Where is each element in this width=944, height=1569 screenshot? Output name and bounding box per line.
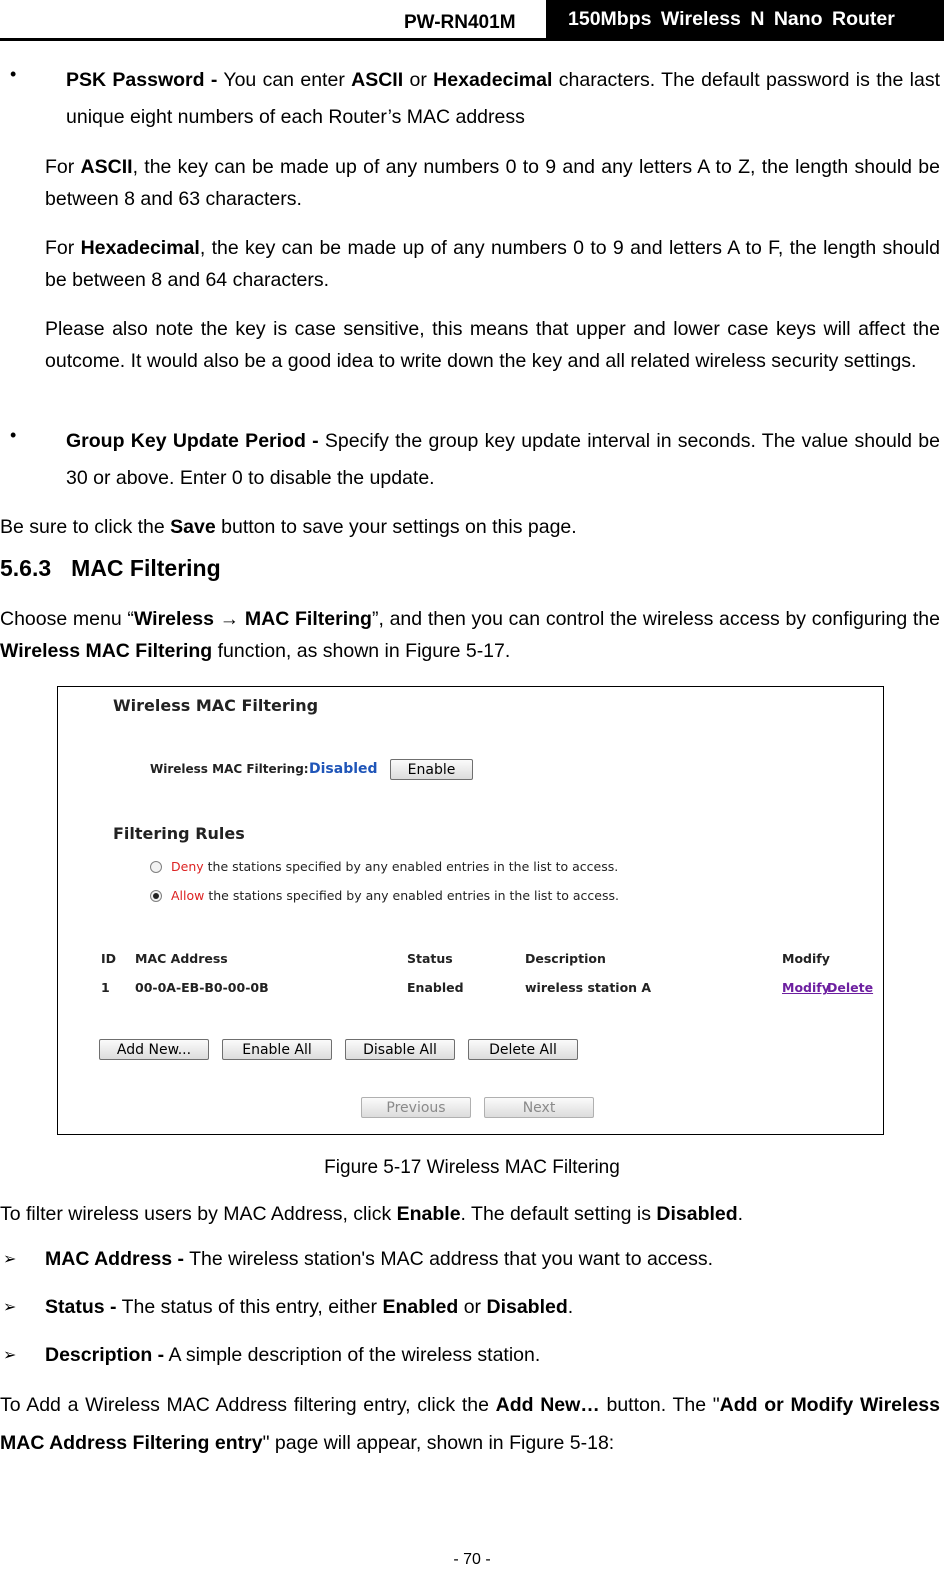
header-rule (0, 38, 944, 41)
row-description: wireless station A (525, 980, 652, 995)
gkup-paragraph: Group Key Update Period - Specify the group key update interval in seconds. The value should be 30 or above. Enter 0 to disable the update. (66, 430, 940, 489)
column-header-id: ID (101, 951, 117, 966)
column-header-description: Description (525, 951, 606, 966)
case-paragraph: Please also note the key is case sensitive, this means that upper and lower case keys will affect the outcome. It would also be a good idea to write down the key and all related wireless security settings. (45, 318, 940, 372)
add-new-button[interactable]: Add New... (99, 1039, 209, 1060)
filtering-rules-title: Filtering Rules (113, 824, 245, 843)
arrow-bullet-icon: ➢ (3, 1251, 17, 1268)
intro-paragraph: Choose menu “Wireless → MAC Filtering”, and then you can control the wireless access by configuring the Wireless MAC Filtering function, as shown in Figure 5-17. (0, 608, 940, 662)
delete-all-button[interactable]: Delete All (468, 1039, 578, 1060)
psk-paragraph: PSK Password - You can enter ASCII or Hexadecimal characters. The default password is the last unique eight numbers of each Router’s MAC address (66, 69, 940, 128)
allow-radio[interactable] (150, 890, 162, 902)
item-description: Description - A simple description of the wireless station. (45, 1344, 541, 1366)
page-header (0, 0, 944, 42)
arrow-bullet-icon: ➢ (3, 1347, 17, 1364)
allow-rule-text: Allow the stations specified by any enabled entries in the list to access. (171, 888, 619, 903)
add-paragraph: To Add a Wireless MAC Address filtering entry, click the Add New… button. The "Add or Modify Wireless MAC Address Filtering entry" page will appear, shown in Figure 5-18: (0, 1394, 940, 1454)
psk-label: PSK Password - (66, 69, 218, 91)
modify-link[interactable]: Modify (782, 980, 830, 995)
row-id: 1 (101, 980, 110, 995)
radio-selected-dot (153, 893, 159, 899)
deny-rule-text: Deny the stations specified by any enabled entries in the list to access. (171, 859, 619, 874)
next-button[interactable]: Next (484, 1097, 594, 1118)
row-status: Enabled (407, 980, 464, 995)
bullet-icon: • (10, 64, 17, 84)
figure-caption: Figure 5-17 Wireless MAC Filtering (324, 1157, 620, 1178)
deny-radio[interactable] (150, 861, 162, 873)
save-paragraph: Be sure to click the Save button to save your settings on this page. (0, 516, 577, 538)
header-title: 150Mbps Wireless N Nano Router (546, 0, 944, 38)
column-header-modify: Modify (782, 951, 830, 966)
column-header-status: Status (407, 951, 453, 966)
column-header-mac: MAC Address (135, 951, 228, 966)
mac-filter-label: Wireless MAC Filtering: (150, 762, 309, 776)
enable-button[interactable]: Enable (390, 759, 473, 780)
mac-filtering-figure (57, 686, 884, 1135)
page-number: - 70 - (453, 1551, 491, 1568)
filter-paragraph: To filter wireless users by MAC Address, click Enable. The default setting is Disabled. (0, 1203, 744, 1225)
arrow-bullet-icon: ➢ (3, 1299, 17, 1316)
enable-all-button[interactable]: Enable All (222, 1039, 332, 1060)
item-status: Status - The status of this entry, either Enabled or Disabled. (45, 1296, 574, 1318)
model-name: PW-RN401M (404, 12, 516, 33)
ascii-paragraph: For ASCII, the key can be made up of any numbers 0 to 9 and any letters A to Z, the length should be between 8 and 63 characters. (45, 156, 940, 210)
mac-filter-status: Disabled (309, 761, 378, 777)
previous-button[interactable]: Previous (361, 1097, 471, 1118)
disable-all-button[interactable]: Disable All (345, 1039, 455, 1060)
delete-link[interactable]: Delete (827, 980, 874, 995)
hex-paragraph: For Hexadecimal, the key can be made up of any numbers 0 to 9 and letters A to F, the length should be between 8 and 64 characters. (45, 237, 940, 291)
row-mac: 00-0A-EB-B0-00-0B (135, 980, 269, 995)
figure-title: Wireless MAC Filtering (113, 696, 319, 715)
bullet-icon: • (10, 425, 17, 445)
section-heading: 5.6.3 MAC Filtering (0, 555, 221, 581)
item-mac-address: MAC Address - The wireless station's MAC address that you want to access. (45, 1248, 714, 1270)
